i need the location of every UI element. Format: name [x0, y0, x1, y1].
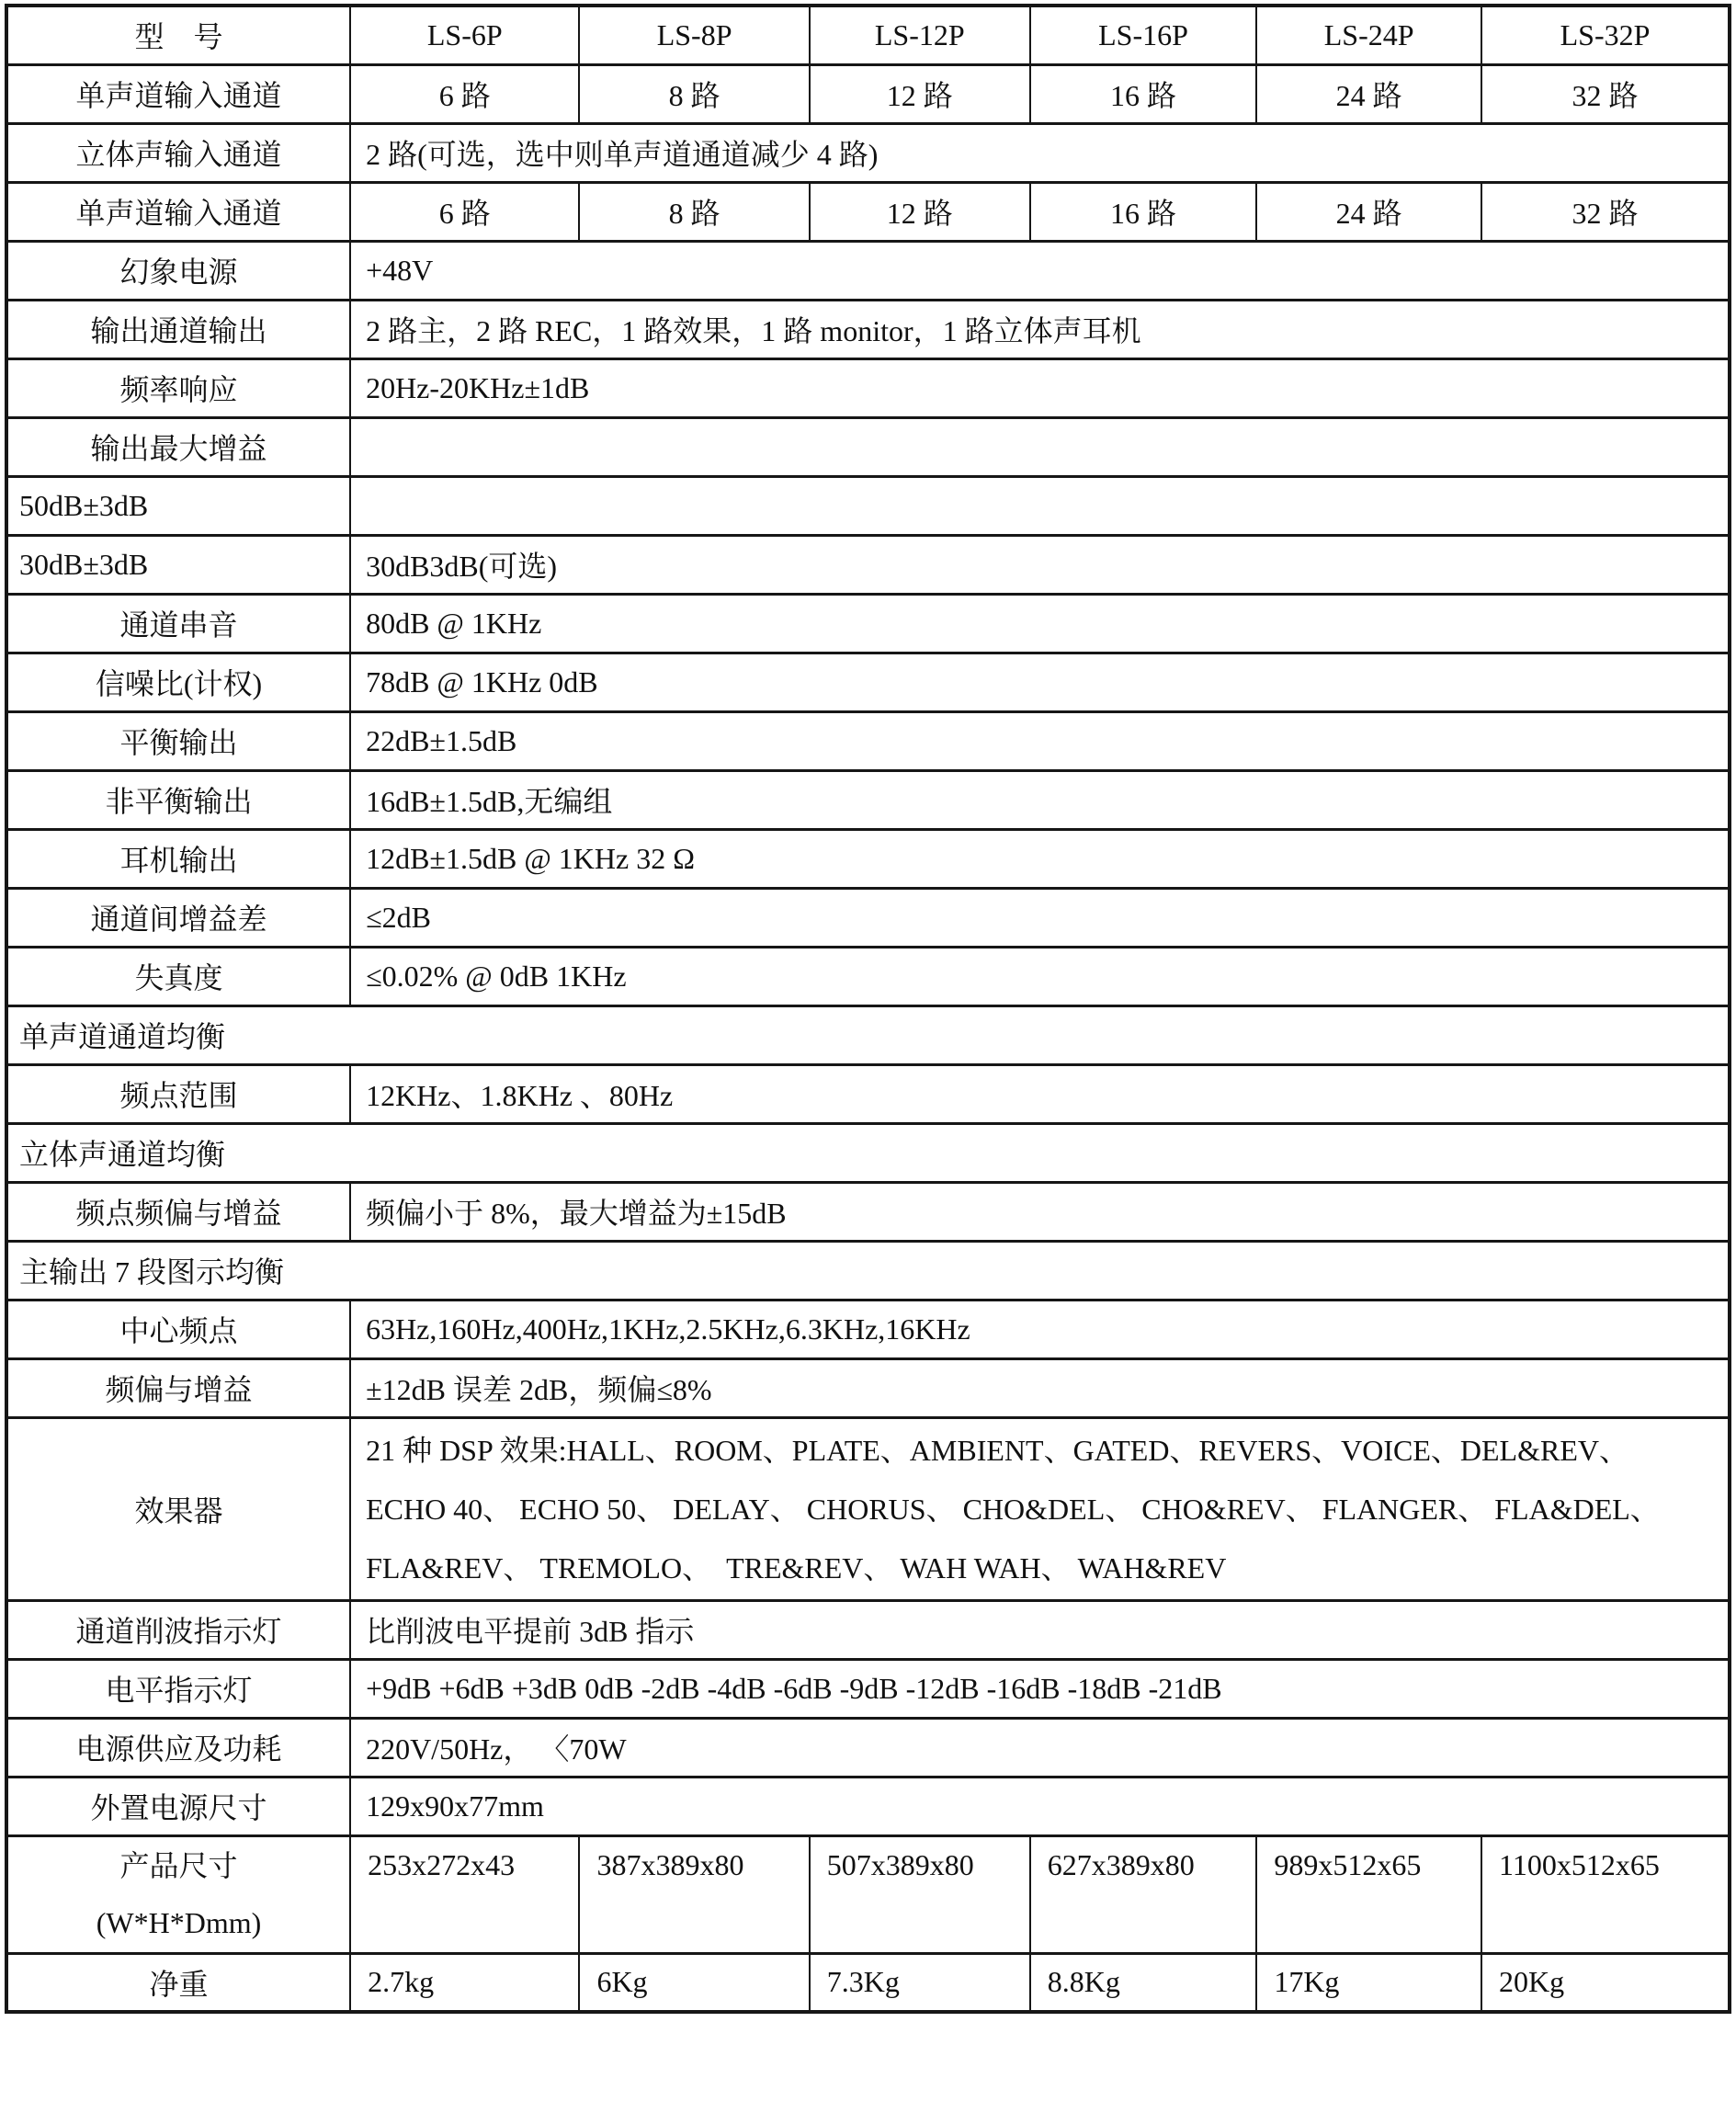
row-label: 平衡输出	[6, 711, 350, 770]
row-value: 频偏小于 8%，最大增益为±15dB	[350, 1182, 1730, 1241]
row-value-cell: LS-24P	[1256, 6, 1481, 64]
row-label: 外置电源尺寸	[6, 1777, 350, 1835]
row-value-cell: LS-6P	[350, 6, 579, 64]
row-value: 30dB3dB(可选)	[350, 535, 1730, 594]
row-value-cell: LS-32P	[1481, 6, 1730, 64]
row-value-cell: LS-12P	[810, 6, 1030, 64]
effects-line: FLA&REV、 TREMOLO、 TRE&REV、 WAH WAH、 WAH&REV	[366, 1550, 1227, 1584]
row-label: 中心频点	[6, 1300, 350, 1358]
table-row	[6, 829, 1730, 888]
table-row	[6, 1358, 1730, 1417]
row-value-cell: LS-16P	[1030, 6, 1257, 64]
row-value: 比削波电平提前 3dB 指示	[350, 1600, 1730, 1659]
row-value-cell: 253x272x43	[350, 1835, 579, 1953]
row-label: 通道串音	[6, 594, 350, 653]
row-value-cell: 7.3Kg	[810, 1953, 1030, 2012]
table-row	[6, 1953, 1730, 2012]
table-row	[6, 1005, 1730, 1064]
row-value: 12KHz、1.8KHz 、80Hz	[350, 1064, 1730, 1123]
table-row	[6, 1659, 1730, 1718]
row-label: 输出通道输出	[6, 300, 350, 358]
row-value-cell: 387x389x80	[579, 1835, 809, 1953]
row-label: 通道削波指示灯	[6, 1600, 350, 1659]
row-label: 频点频偏与增益	[6, 1182, 350, 1241]
row-value-cell: 12 路	[810, 64, 1030, 123]
row-value: 2 路(可选，选中则单声道通道减少 4 路)	[350, 123, 1730, 182]
row-value: 220V/50Hz， 〈70W	[350, 1718, 1730, 1777]
row-value: 63Hz,160Hz,400Hz,1KHz,2.5KHz,6.3KHz,16KHz	[350, 1300, 1730, 1358]
row-label: 幻象电源	[6, 241, 350, 300]
row-value: 22dB±1.5dB	[350, 711, 1730, 770]
row-value	[350, 476, 1730, 535]
row-value-cell: 12 路	[810, 182, 1030, 241]
row-label-line1: 产品尺寸	[119, 1849, 238, 1882]
row-value-cell: 8.8Kg	[1030, 1953, 1257, 2012]
row-value: ±12dB 误差 2dB，频偏≤8%	[350, 1358, 1730, 1417]
row-value-cell: 2.7kg	[350, 1953, 579, 2012]
row-value-cell: 16 路	[1030, 182, 1257, 241]
effects-line: ECHO 40、 ECHO 50、 DELAY、 CHORUS、 CHO&DEL、 CHO&REV、 FLANGER、 FLA&DEL、	[366, 1492, 1660, 1526]
row-label: 耳机输出	[6, 829, 350, 888]
row-label: 主输出 7 段图示均衡	[6, 1241, 1730, 1300]
row-value: 2 路主，2 路 REC，1 路效果，1 路 monitor，1 路立体声耳机	[350, 300, 1730, 358]
table-row	[6, 535, 1730, 594]
row-label: 立体声输入通道	[6, 123, 350, 182]
row-value: 129x90x77mm	[350, 1777, 1730, 1835]
spec-sheet	[5, 4, 1731, 2014]
row-value-cell: 507x389x80	[810, 1835, 1030, 1953]
row-label: 频点范围	[6, 1064, 350, 1123]
row-value-cell: 16 路	[1030, 64, 1257, 123]
row-value: +48V	[350, 241, 1730, 300]
row-label: 单声道输入通道	[6, 64, 350, 123]
row-label: 电平指示灯	[6, 1659, 350, 1718]
row-label-line2: (W*H*Dmm)	[96, 1906, 262, 1939]
row-value	[350, 1417, 1730, 1600]
table-row	[6, 1600, 1730, 1659]
row-value: 78dB @ 1KHz 0dB	[350, 653, 1730, 711]
table-row	[6, 1300, 1730, 1358]
row-label	[6, 1835, 350, 1953]
row-value: ≤2dB	[350, 888, 1730, 947]
row-label: 单声道通道均衡	[6, 1005, 1730, 1064]
effects-line: 21 种 DSP 效果:HALL、ROOM、PLATE、AMBIENT、GATED、REVERS、VOICE、DEL&REV、	[366, 1433, 1628, 1467]
row-value: ≤0.02% @ 0dB 1KHz	[350, 947, 1730, 1005]
row-value-cell: 24 路	[1256, 64, 1481, 123]
row-value-cell: 627x389x80	[1030, 1835, 1257, 1953]
row-label: 效果器	[6, 1417, 350, 1600]
row-value-cell: 8 路	[579, 64, 809, 123]
table-row	[6, 1417, 1730, 1600]
table-row	[6, 653, 1730, 711]
table-row	[6, 6, 1730, 64]
table-row	[6, 1835, 1730, 1953]
row-value: 80dB @ 1KHz	[350, 594, 1730, 653]
row-value: 20Hz-20KHz±1dB	[350, 358, 1730, 417]
row-value-cell: 989x512x65	[1256, 1835, 1481, 1953]
row-value: +9dB +6dB +3dB 0dB -2dB -4dB -6dB -9dB -12dB -16dB -18dB -21dB	[350, 1659, 1730, 1718]
table-row	[6, 711, 1730, 770]
row-value-cell: 6 路	[350, 182, 579, 241]
row-label: 净重	[6, 1953, 350, 2012]
row-label: 型 号	[6, 6, 350, 64]
table-row	[6, 1241, 1730, 1300]
row-label: 电源供应及功耗	[6, 1718, 350, 1777]
table-row	[6, 358, 1730, 417]
table-row	[6, 1777, 1730, 1835]
row-value-cell: 6 路	[350, 64, 579, 123]
table-row	[6, 1182, 1730, 1241]
row-value-cell: 17Kg	[1256, 1953, 1481, 2012]
row-value-cell: 8 路	[579, 182, 809, 241]
table-row	[6, 1064, 1730, 1123]
row-value-cell: LS-8P	[579, 6, 809, 64]
row-label: 频偏与增益	[6, 1358, 350, 1417]
spec-table-body	[6, 6, 1730, 2012]
table-row	[6, 770, 1730, 829]
table-row	[6, 1718, 1730, 1777]
table-row	[6, 241, 1730, 300]
row-value-cell: 1100x512x65	[1481, 1835, 1730, 1953]
table-row	[6, 476, 1730, 535]
row-value	[350, 417, 1730, 476]
row-label: 50dB±3dB	[6, 476, 350, 535]
table-row	[6, 417, 1730, 476]
row-label: 通道间增益差	[6, 888, 350, 947]
row-value-cell: 20Kg	[1481, 1953, 1730, 2012]
row-label: 输出最大增益	[6, 417, 350, 476]
table-row	[6, 300, 1730, 358]
row-value-cell: 32 路	[1481, 64, 1730, 123]
row-label: 频率响应	[6, 358, 350, 417]
row-label: 非平衡输出	[6, 770, 350, 829]
table-row	[6, 182, 1730, 241]
table-row	[6, 123, 1730, 182]
row-value-cell: 24 路	[1256, 182, 1481, 241]
table-row	[6, 888, 1730, 947]
row-label: 30dB±3dB	[6, 535, 350, 594]
row-value: 12dB±1.5dB @ 1KHz 32 Ω	[350, 829, 1730, 888]
row-value-cell: 32 路	[1481, 182, 1730, 241]
spec-table	[5, 4, 1731, 2014]
table-row	[6, 594, 1730, 653]
row-value: 16dB±1.5dB,无编组	[350, 770, 1730, 829]
row-label: 立体声通道均衡	[6, 1123, 1730, 1182]
row-label: 信噪比(计权)	[6, 653, 350, 711]
table-row	[6, 1123, 1730, 1182]
table-row	[6, 947, 1730, 1005]
row-label: 单声道输入通道	[6, 182, 350, 241]
table-row	[6, 64, 1730, 123]
row-value-cell: 6Kg	[579, 1953, 809, 2012]
row-label: 失真度	[6, 947, 350, 1005]
